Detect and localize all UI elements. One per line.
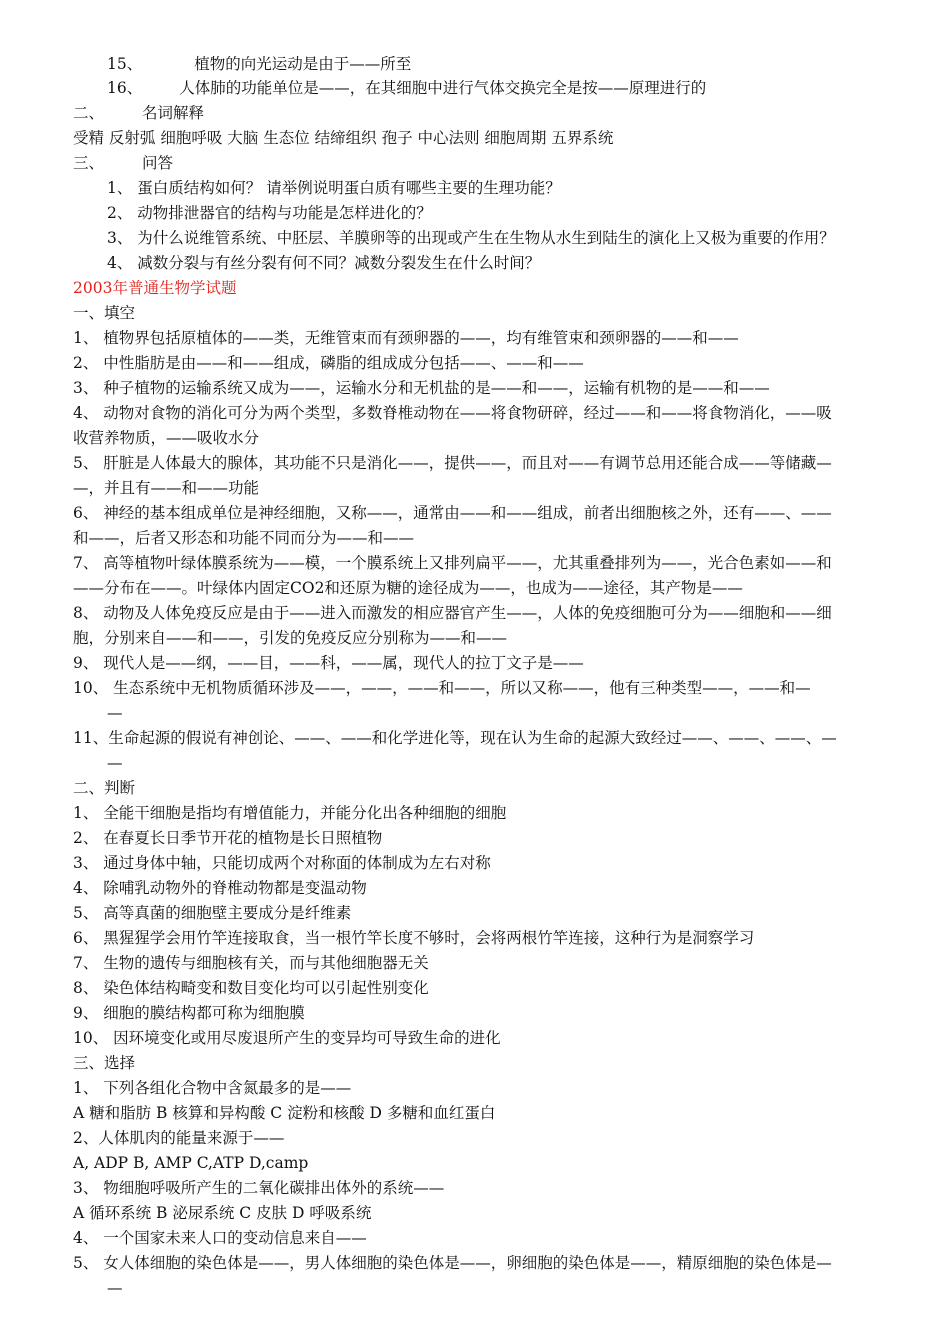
choice-line: 4、 一个国家未来人口的变动信息来自—— [73,1229,367,1247]
fill-line: 9、 现代人是——纲，——目，——科，——属，现代人的拉丁文子是—— [73,654,584,672]
choice-line: — [107,1279,123,1297]
item-text: 人体肺的功能单位是——，在其细胞中进行气体交换完全是按——原理进行的 [179,79,707,97]
question-3: 3、 为什么说维管系统、中胚层、羊膜卵等的出现或产生在生物从水生到陆生的演化上又极为重要的作用？ [107,229,835,247]
fill-line: 收营养物质，——吸收水分 [73,429,260,447]
section-heading-qa [73,153,173,173]
judge-line: 3、 通过身体中轴，只能切成两个对称面的体制成为左右对称 [73,854,491,872]
fill-line: 6、 神经的基本组成单位是神经细胞，又称——，通常由——和——组成，前者出细胞核之外，还有——、—— [73,504,832,522]
fill-line: 和——，后者又形态和功能不同而分为——和—— [73,529,415,547]
fill-heading: 一、填空 [73,304,136,322]
question-4: 4、 减数分裂与有丝分裂有何不同？减数分裂发生在什么时间？ [107,254,541,272]
item-15 [107,54,411,74]
fill-line: —，并且有——和——功能 [73,479,260,497]
choice-line: 5、 女人体细胞的染色体是——，男人体细胞的染色体是——，卵细胞的染色体是——，精原细胞的染色体是— [73,1254,832,1272]
fill-line: 4、 动物对食物的消化可分为两个类型，多数脊椎动物在——将食物研碎，经过——和——将食物消化，——吸 [73,404,832,422]
item-16 [107,78,706,98]
fill-line: 7、 高等植物叶绿体膜系统为——模，一个膜系统上又排列扁平——，尤其重叠排列为——，光合色素如——和 [73,554,832,572]
fill-line: — [107,754,123,772]
choice-line: 2、人体肌肉的能量来源于—— [73,1129,285,1147]
judge-line: 8、 染色体结构畸变和数目变化均可以引起性别变化 [73,979,429,997]
item-number: 15、 [107,55,143,73]
choice-line: A 糖和脂肪 B 核算和异构酸 C 淀粉和核酸 D 多糖和血红蛋白 [73,1104,496,1122]
section-title: 问答 [142,154,174,172]
choice-heading: 三、选择 [73,1054,136,1072]
terms-list: 受精 反射弧 细胞呼吸 大脑 生态位 结缔组织 孢子 中心法则 细胞周期 五界系统 [73,129,614,147]
fill-line: — [107,704,123,722]
judge-line: 4、 除哺乳动物外的脊椎动物都是变温动物 [73,879,367,897]
section-number: 二、 [73,104,105,122]
fill-line: 3、 种子植物的运输系统又成为——，运输水分和无机盐的是——和——，运输有机物的是——和—— [73,379,770,397]
item-text: 植物的向光运动是由于——所至 [194,55,412,73]
choice-line: A 循环系统 B 泌尿系统 C 皮肤 D 呼吸系统 [73,1204,372,1222]
judge-line: 9、 细胞的膜结构都可称为细胞膜 [73,1004,305,1022]
choice-line: 1、 下列各组化合物中含氮最多的是—— [73,1079,352,1097]
fill-line: ——分布在——。叶绿体内固定CO2和还原为糖的途径成为——，也成为——途径，其产物是—— [73,579,743,597]
choice-line: A, ADP B, AMP C,ATP D,camp [73,1154,309,1172]
choice-line: 3、 物细胞呼吸所产生的二氧化碳排出体外的系统—— [73,1179,445,1197]
fill-line: 1、 植物界包括原植体的——类，无维管束而有颈卵器的——，均有维管束和颈卵器的——和—— [73,329,739,347]
fill-line: 8、 动物及人体免疫反应是由于——进入而激发的相应器官产生——，人体的免疫细胞可分为——细胞和——细 [73,604,832,622]
fill-line: 5、 肝脏是人体最大的腺体，其功能不只是消化——，提供——，而且对——有调节总用还能合成——等储藏— [73,454,832,472]
section-number: 三、 [73,154,105,172]
judge-line: 2、 在春夏长日季节开花的植物是长日照植物 [73,829,383,847]
fill-line: 10、 生态系统中无机物质循环涉及——，——，——和——，所以又称——，他有三种类型——，——和— [73,679,811,697]
section-heading-terms [73,103,204,123]
fill-line: 11、生命起源的假说有神创论、——、——和化学进化等，现在认为生命的起源大致经过——、——、——、— [73,729,837,747]
item-number: 16、 [107,79,143,97]
judge-line: 10、 因环境变化或用尽废退所产生的变异均可导致生命的进化 [73,1029,501,1047]
question-2: 2、 动物排泄器官的结构与功能是怎样进化的？ [107,204,432,222]
judge-line: 6、 黑猩猩学会用竹竿连接取食，当一根竹竿长度不够时，会将两根竹竿连接，这种行为是洞察学习 [73,929,755,947]
judge-line: 1、 全能干细胞是指均有增值能力，并能分化出各种细胞的细胞 [73,804,507,822]
fill-line: 胞，分别来自——和——，引发的免疫反应分别称为——和—— [73,629,508,647]
judge-line: 7、 生物的遗传与细胞核有关，而与其他细胞器无关 [73,954,429,972]
section-title: 名词解释 [142,104,205,122]
judge-heading: 二、判断 [73,779,136,797]
fill-line: 2、 中性脂肪是由——和——组成，磷脂的组成成分包括——、——和—— [73,354,584,372]
exam-title: 2003年普通生物学试题 [73,279,237,297]
judge-line: 5、 高等真菌的细胞壁主要成分是纤维素 [73,904,352,922]
question-1: 1、 蛋白质结构如何？ 请举例说明蛋白质有哪些主要的生理功能？ [107,179,561,197]
